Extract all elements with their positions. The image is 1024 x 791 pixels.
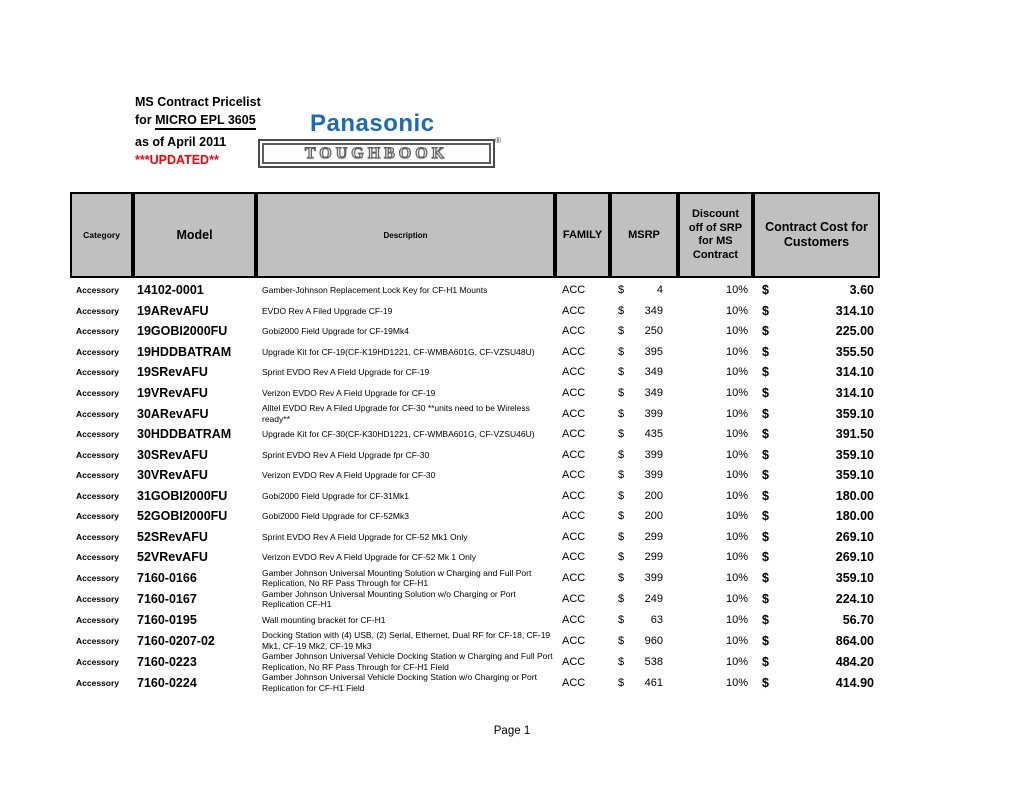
- table-row: [72, 547, 880, 568]
- msrp-value: 960: [644, 634, 663, 647]
- cell-msrp: [612, 531, 680, 543]
- cell-model: 31GOBI2000FU: [137, 488, 228, 503]
- cell-contract-cost: [755, 530, 880, 544]
- cell-category: Accessory: [76, 470, 120, 481]
- cell-category: Accessory: [76, 346, 120, 357]
- cell-msrp: [612, 449, 680, 461]
- cell-category: Accessory: [76, 326, 120, 337]
- cell-msrp: [612, 346, 680, 358]
- msrp-value: 435: [644, 428, 663, 441]
- cell-description: Gobi2000 Field Upgrade for CF-31Mk1: [262, 490, 409, 501]
- cell-category: Accessory: [76, 367, 120, 378]
- cell-discount: 10%: [725, 676, 748, 689]
- cell-discount: 10%: [725, 655, 748, 668]
- cell-model: 7160-0223: [137, 654, 197, 669]
- cell-family: ACC: [562, 304, 586, 317]
- cell-discount: 10%: [725, 366, 748, 379]
- msrp-value: 538: [644, 655, 663, 668]
- cell-contract-cost: [755, 676, 880, 690]
- toughbook-logo-frame: [262, 143, 491, 164]
- msrp-currency-symbol: $: [618, 325, 625, 338]
- cell-contract-cost: [755, 283, 880, 297]
- cell-discount: 10%: [725, 489, 748, 502]
- contract-cost-currency-symbol: $: [762, 571, 769, 585]
- cell-category: Accessory: [76, 449, 120, 460]
- cell-category: Accessory: [76, 490, 120, 501]
- cell-family: ACC: [562, 613, 586, 626]
- contract-cost-value: 3.60: [849, 283, 874, 298]
- cell-category: Accessory: [76, 656, 120, 667]
- cell-msrp: [612, 677, 680, 689]
- title-line-3: as of April 2011: [135, 135, 227, 149]
- table-row: [72, 610, 880, 631]
- cell-category: Accessory: [76, 285, 120, 296]
- cell-family: ACC: [562, 325, 586, 338]
- cell-description: Sprint EVDO Rev A Field Upgrade for CF-19: [262, 367, 430, 377]
- cell-description: Gobi2000 Field Upgrade for CF-19Mk4: [262, 326, 409, 336]
- cell-model: 7160-0207-02: [137, 633, 215, 648]
- cell-discount: 10%: [725, 386, 748, 399]
- cell-description: Gamber Johnson Universal Vehicle Docking Station w/o Charging or Port Replication for CF-H1 Field: [262, 672, 537, 693]
- cell-contract-cost: [755, 509, 880, 523]
- table-header-row: [70, 192, 880, 278]
- contract-cost-value: 355.50: [835, 344, 874, 359]
- msrp-value: 299: [644, 551, 663, 564]
- cell-msrp: [612, 614, 680, 626]
- cell-model: 52VRevAFU: [137, 550, 208, 565]
- cell-msrp: [612, 635, 680, 647]
- msrp-currency-symbol: $: [618, 366, 625, 379]
- contract-cost-currency-symbol: $: [762, 385, 769, 400]
- contract-cost-currency-symbol: $: [762, 675, 769, 690]
- table-row: [72, 568, 880, 589]
- contract-cost-currency-symbol: $: [762, 324, 769, 339]
- cell-msrp: [612, 469, 680, 481]
- table-row: [72, 486, 880, 507]
- cell-family: ACC: [562, 407, 586, 420]
- cell-model: 14102-0001: [137, 283, 204, 298]
- contract-cost-value: 224.10: [835, 592, 874, 606]
- contract-cost-value: 391.50: [835, 427, 874, 442]
- cell-description: Alltel EVDO Rev A Filed Upgrade for CF-30 **units need to be Wireless ready**: [262, 403, 530, 424]
- cell-model: 52GOBI2000FU: [137, 509, 228, 524]
- cell-category: Accessory: [76, 573, 120, 583]
- cell-discount: 10%: [725, 407, 748, 420]
- cell-msrp: [612, 551, 680, 563]
- msrp-currency-symbol: $: [618, 510, 625, 523]
- table-row: [72, 589, 880, 610]
- table-row: [72, 383, 880, 404]
- msrp-currency-symbol: $: [618, 428, 625, 441]
- msrp-currency-symbol: $: [618, 469, 625, 482]
- cell-description: Sprint EVDO Rev A Field Upgrade for CF-52 Mk1 Only: [262, 531, 468, 542]
- table-row: [72, 630, 880, 651]
- table-row: [72, 362, 880, 383]
- contract-cost-currency-symbol: $: [762, 488, 769, 503]
- column-header-category: Category: [72, 194, 135, 276]
- cell-category: Accessory: [76, 429, 120, 440]
- cell-family: ACC: [562, 428, 586, 441]
- cell-model: 7160-0166: [137, 571, 197, 585]
- cell-discount: 10%: [725, 510, 748, 523]
- cell-model: 7160-0195: [137, 612, 197, 627]
- cell-contract-cost: [755, 324, 880, 338]
- msrp-value: 299: [644, 530, 663, 543]
- contract-cost-currency-symbol: $: [762, 344, 769, 359]
- cell-description: Gobi2000 Field Upgrade for CF-52Mk3: [262, 511, 409, 521]
- document-title-block: [135, 96, 261, 167]
- contract-cost-currency-symbol: $: [762, 612, 769, 627]
- contract-cost-currency-symbol: $: [762, 633, 769, 648]
- title-updated-notice: ***UPDATED**: [135, 153, 219, 167]
- cell-discount: 10%: [725, 634, 748, 647]
- table-row: [72, 651, 880, 672]
- cell-category: Accessory: [76, 552, 120, 563]
- registered-trademark-icon: ®: [495, 136, 501, 145]
- cell-category: Accessory: [76, 635, 120, 646]
- cell-discount: 10%: [725, 448, 748, 461]
- cell-discount: 10%: [725, 572, 748, 584]
- msrp-currency-symbol: $: [618, 386, 625, 399]
- contract-cost-value: 56.70: [842, 612, 874, 627]
- msrp-value: 349: [644, 366, 663, 379]
- cell-model: 19VRevAFU: [137, 385, 208, 400]
- cell-description: Verizon EVDO Rev A Field Upgrade for CF-19: [262, 387, 436, 398]
- cell-model: 30ARevAFU: [137, 406, 209, 421]
- cell-model: 7160-0224: [137, 675, 197, 690]
- cell-msrp: [612, 510, 680, 522]
- pricelist-table: [70, 192, 880, 693]
- cell-contract-cost: [755, 571, 880, 585]
- cell-discount: 10%: [725, 593, 748, 605]
- cell-family: ACC: [562, 386, 586, 399]
- cell-model: 19ARevAFU: [137, 303, 209, 318]
- cell-contract-cost: [755, 407, 880, 421]
- msrp-currency-symbol: $: [618, 676, 625, 689]
- column-header-family: FAMILY: [557, 194, 612, 276]
- cell-model: 30HDDBATRAM: [137, 427, 232, 442]
- cell-msrp: [612, 284, 680, 296]
- cell-category: Accessory: [76, 594, 120, 604]
- contract-cost-value: 225.00: [835, 324, 874, 339]
- contract-cost-currency-symbol: $: [762, 529, 769, 544]
- cell-contract-cost: [755, 655, 880, 669]
- cell-discount: 10%: [725, 284, 748, 297]
- cell-family: ACC: [562, 593, 586, 605]
- cell-model: 30SRevAFU: [137, 447, 208, 462]
- cell-discount: 10%: [725, 469, 748, 482]
- table-row: [72, 506, 880, 527]
- title-line-2-prefix: for: [135, 113, 156, 127]
- table-row: [72, 403, 880, 424]
- contract-cost-currency-symbol: $: [762, 509, 769, 524]
- contract-cost-value: 414.90: [835, 675, 874, 690]
- column-header-model: Model: [135, 194, 258, 276]
- cell-discount: 10%: [725, 613, 748, 626]
- contract-cost-value: 180.00: [835, 488, 874, 503]
- table-body: [70, 278, 880, 693]
- cell-family: ACC: [562, 345, 586, 358]
- contract-cost-value: 359.10: [835, 447, 874, 462]
- cell-contract-cost: [755, 592, 880, 606]
- cell-family: ACC: [562, 284, 586, 297]
- contract-cost-value: 269.10: [835, 550, 874, 565]
- cell-discount: 10%: [725, 345, 748, 358]
- contract-cost-currency-symbol: $: [762, 365, 769, 380]
- toughbook-logo: [258, 136, 501, 168]
- cell-family: ACC: [562, 530, 586, 543]
- contract-cost-currency-symbol: $: [762, 406, 769, 421]
- cell-description: Gamber Johnson Universal Mounting Solution w/o Charging or Port Replication CF-H1: [262, 588, 516, 609]
- cell-description: Upgrade Kit for CF-30(CF-K30HD1221, CF-WMBA601G, CF-VZSU46U): [262, 429, 535, 439]
- contract-cost-value: 314.10: [835, 303, 874, 318]
- column-header-discount: Discount off of SRP for MS Contract: [680, 194, 755, 276]
- cell-msrp: [612, 387, 680, 399]
- cell-msrp: [612, 572, 680, 584]
- msrp-value: 249: [644, 593, 663, 605]
- msrp-value: 4: [656, 284, 663, 297]
- msrp-value: 399: [644, 572, 663, 584]
- msrp-value: 349: [644, 386, 663, 399]
- cell-category: Accessory: [76, 511, 120, 522]
- cell-description: Gamber Johnson Universal Mounting Solution w Charging and Full Port Replication, No RF Pass Through for CF-H1: [262, 567, 532, 588]
- msrp-value: 395: [644, 345, 663, 358]
- cell-contract-cost: [755, 634, 880, 648]
- msrp-value: 461: [644, 676, 663, 689]
- msrp-currency-symbol: $: [618, 284, 625, 297]
- cell-description: EVDO Rev A Filed Upgrade CF-19: [262, 305, 393, 316]
- title-line-2-model: MICRO EPL 3605: [155, 113, 256, 130]
- column-header-description: Description: [258, 194, 557, 276]
- cell-contract-cost: [755, 550, 880, 564]
- cell-description: Docking Station with (4) USB, (2) Serial, Ethernet, Dual RF for CF-18, CF-19 Mk1, CF-19 Mk2, CF-19 Mk3: [262, 630, 551, 651]
- column-header-contract-cost: Contract Cost for Customers: [755, 194, 878, 276]
- msrp-currency-symbol: $: [618, 613, 625, 626]
- contract-cost-currency-symbol: $: [762, 427, 769, 442]
- cell-msrp: [612, 490, 680, 502]
- cell-family: ACC: [562, 634, 586, 647]
- contract-cost-value: 180.00: [835, 509, 874, 524]
- cell-description: Wall mounting bracket for CF-H1: [262, 614, 386, 625]
- cell-msrp: [612, 656, 680, 668]
- msrp-value: 250: [644, 325, 663, 338]
- cell-msrp: [612, 325, 680, 337]
- table-row: [72, 465, 880, 486]
- cell-model: 7160-0167: [137, 592, 197, 606]
- contract-cost-value: 359.10: [835, 406, 874, 421]
- cell-description: Upgrade Kit for CF-19(CF-K19HD1221, CF-WMBA601G, CF-VZSU48U): [262, 346, 535, 357]
- contract-cost-currency-symbol: $: [762, 468, 769, 483]
- cell-model: 52SRevAFU: [137, 529, 208, 544]
- msrp-currency-symbol: $: [618, 530, 625, 543]
- msrp-currency-symbol: $: [618, 634, 625, 647]
- cell-description: Verizon EVDO Rev A Field Upgrade for CF-30: [262, 470, 436, 480]
- contract-cost-currency-symbol: $: [762, 447, 769, 462]
- cell-discount: 10%: [725, 530, 748, 543]
- table-row: [72, 445, 880, 466]
- msrp-currency-symbol: $: [618, 304, 625, 317]
- cell-contract-cost: [755, 613, 880, 627]
- table-row: [72, 342, 880, 363]
- panasonic-logo: Panasonic: [310, 110, 435, 137]
- cell-contract-cost: [755, 448, 880, 462]
- table-row: [72, 424, 880, 445]
- contract-cost-value: 864.00: [835, 633, 874, 648]
- cell-model: 19SRevAFU: [137, 365, 208, 380]
- cell-msrp: [612, 366, 680, 378]
- cell-contract-cost: [755, 345, 880, 359]
- toughbook-logo-text: TOUGHBOOK: [304, 144, 449, 162]
- title-line-2: [135, 114, 261, 127]
- msrp-value: 63: [650, 613, 663, 626]
- msrp-currency-symbol: $: [618, 489, 625, 502]
- msrp-currency-symbol: $: [618, 572, 625, 584]
- cell-family: ACC: [562, 489, 586, 502]
- cell-contract-cost: [755, 489, 880, 503]
- contract-cost-currency-symbol: $: [762, 592, 769, 606]
- cell-description: Verizon EVDO Rev A Field Upgrade for CF-52 Mk 1 Only: [262, 552, 477, 562]
- cell-category: Accessory: [76, 387, 120, 398]
- cell-model: 19GOBI2000FU: [137, 324, 228, 339]
- cell-contract-cost: [755, 386, 880, 400]
- msrp-currency-symbol: $: [618, 593, 625, 605]
- cell-contract-cost: [755, 304, 880, 318]
- column-header-msrp: MSRP: [612, 194, 680, 276]
- table-row: [72, 527, 880, 548]
- contract-cost-value: 359.10: [835, 468, 874, 483]
- cell-family: ACC: [562, 366, 586, 379]
- page-number: Page 1: [493, 725, 531, 737]
- msrp-value: 200: [644, 489, 663, 502]
- msrp-value: 399: [644, 448, 663, 461]
- cell-category: Accessory: [76, 614, 120, 625]
- cell-description: Sprint EVDO Rev A Field Upgrade fpr CF-30: [262, 449, 430, 460]
- cell-discount: 10%: [725, 304, 748, 317]
- msrp-currency-symbol: $: [618, 407, 625, 420]
- cell-family: ACC: [562, 469, 586, 482]
- cell-category: Accessory: [76, 677, 120, 688]
- cell-model: 19HDDBATRAM: [137, 344, 232, 359]
- contract-cost-value: 314.10: [835, 385, 874, 400]
- msrp-currency-symbol: $: [618, 551, 625, 564]
- cell-family: ACC: [562, 655, 586, 668]
- msrp-value: 349: [644, 304, 663, 317]
- contract-cost-value: 314.10: [835, 365, 874, 380]
- contract-cost-currency-symbol: $: [762, 654, 769, 669]
- table-row: [72, 672, 880, 693]
- contract-cost-value: 269.10: [835, 529, 874, 544]
- table-row: [72, 301, 880, 322]
- cell-msrp: [612, 593, 680, 605]
- cell-msrp: [612, 305, 680, 317]
- msrp-value: 399: [644, 469, 663, 482]
- contract-cost-currency-symbol: $: [762, 550, 769, 565]
- msrp-value: 399: [644, 407, 663, 420]
- cell-family: ACC: [562, 448, 586, 461]
- cell-discount: 10%: [725, 325, 748, 338]
- cell-msrp: [612, 428, 680, 440]
- msrp-currency-symbol: $: [618, 655, 625, 668]
- cell-family: ACC: [562, 676, 586, 689]
- contract-cost-value: 484.20: [835, 654, 874, 669]
- cell-family: ACC: [562, 572, 586, 584]
- cell-model: 30VRevAFU: [137, 468, 208, 483]
- cell-discount: 10%: [725, 551, 748, 564]
- contract-cost-currency-symbol: $: [762, 303, 769, 318]
- msrp-currency-symbol: $: [618, 345, 625, 358]
- contract-cost-currency-symbol: $: [762, 283, 769, 298]
- cell-category: Accessory: [76, 531, 120, 542]
- cell-discount: 10%: [725, 428, 748, 441]
- msrp-value: 200: [644, 510, 663, 523]
- cell-description: Gamber-Johnson Replacement Lock Key for CF-H1 Mounts: [262, 285, 488, 295]
- msrp-currency-symbol: $: [618, 448, 625, 461]
- contract-cost-value: 359.10: [835, 571, 874, 585]
- table-row: [72, 321, 880, 342]
- cell-contract-cost: [755, 365, 880, 379]
- cell-msrp: [612, 408, 680, 420]
- cell-family: ACC: [562, 510, 586, 523]
- cell-description: Gamber Johnson Universal Vehicle Docking Station w Charging and Full Port Replication, No RF Pass Through for CF-H1 Field: [262, 651, 553, 672]
- cell-family: ACC: [562, 551, 586, 564]
- cell-category: Accessory: [76, 305, 120, 316]
- table-row: [72, 280, 880, 301]
- cell-category: Accessory: [76, 408, 120, 419]
- cell-contract-cost: [755, 427, 880, 441]
- title-line-1: MS Contract Pricelist: [135, 95, 261, 109]
- cell-contract-cost: [755, 468, 880, 482]
